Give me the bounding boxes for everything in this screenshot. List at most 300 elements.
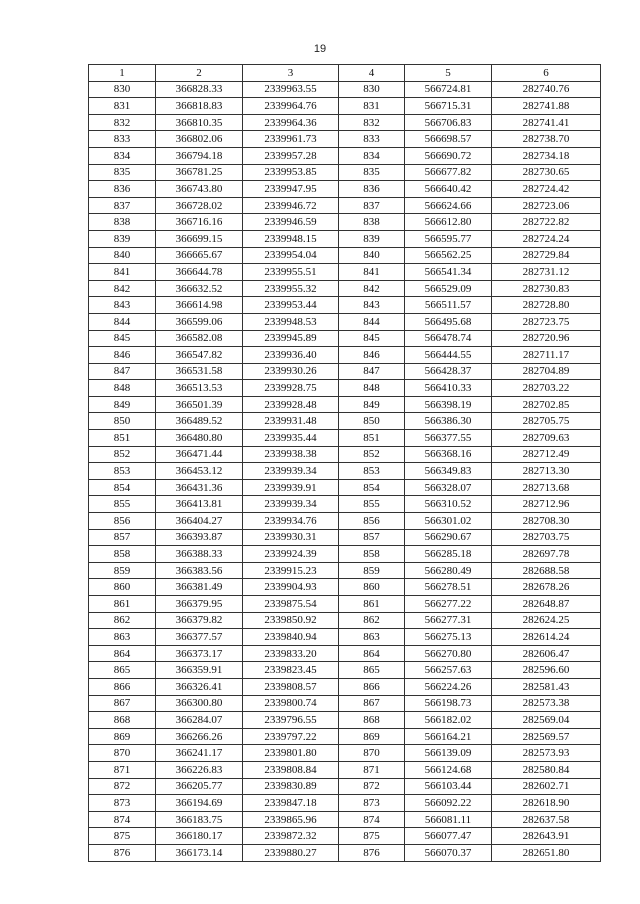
table-cell: 566182.02 <box>405 712 492 729</box>
table-cell: 2339880.27 <box>243 844 339 861</box>
table-cell: 282614.24 <box>492 629 601 646</box>
table-cell: 857 <box>89 529 156 546</box>
table-cell: 2339939.34 <box>243 463 339 480</box>
table-cell: 862 <box>89 612 156 629</box>
table-cell: 2339939.91 <box>243 479 339 496</box>
table-cell: 282729.84 <box>492 247 601 264</box>
table-cell: 2339934.76 <box>243 513 339 530</box>
table-cell: 566690.72 <box>405 147 492 164</box>
table-cell: 2339904.93 <box>243 579 339 596</box>
table-cell: 366794.18 <box>156 147 243 164</box>
table-cell: 282712.49 <box>492 446 601 463</box>
table-cell: 566277.31 <box>405 612 492 629</box>
table-cell: 282703.22 <box>492 380 601 397</box>
table-cell: 566124.68 <box>405 761 492 778</box>
table-row <box>89 81 601 98</box>
table-cell: 2339936.40 <box>243 347 339 364</box>
table-cell: 566278.51 <box>405 579 492 596</box>
table-cell: 2339946.59 <box>243 214 339 231</box>
table-cell: 865 <box>89 662 156 679</box>
table-cell: 2339830.89 <box>243 778 339 795</box>
table-cell: 866 <box>339 678 405 695</box>
table-cell: 849 <box>89 396 156 413</box>
table-cell: 2339797.22 <box>243 728 339 745</box>
table-cell: 366431.36 <box>156 479 243 496</box>
table-row <box>89 247 601 264</box>
table-row <box>89 778 601 795</box>
table-cell: 2339915.23 <box>243 562 339 579</box>
table-row <box>89 562 601 579</box>
table-row <box>89 347 601 364</box>
table-cell: 366582.08 <box>156 330 243 347</box>
table-cell: 848 <box>339 380 405 397</box>
table-cell: 566478.74 <box>405 330 492 347</box>
table-cell: 566349.83 <box>405 463 492 480</box>
table-cell: 282573.93 <box>492 745 601 762</box>
table-row <box>89 230 601 247</box>
table-cell: 366359.91 <box>156 662 243 679</box>
table-cell: 566386.30 <box>405 413 492 430</box>
table-cell: 2339928.75 <box>243 380 339 397</box>
table-cell: 282708.30 <box>492 513 601 530</box>
table-cell: 842 <box>339 280 405 297</box>
table-cell: 282569.04 <box>492 712 601 729</box>
table-cell: 366205.77 <box>156 778 243 795</box>
table-cell: 841 <box>89 264 156 281</box>
table-cell: 366373.17 <box>156 645 243 662</box>
table-row <box>89 98 601 115</box>
table-cell: 282734.18 <box>492 147 601 164</box>
table-cell: 282740.76 <box>492 81 601 98</box>
table-cell: 847 <box>89 363 156 380</box>
table-cell: 282643.91 <box>492 828 601 845</box>
table-row <box>89 629 601 646</box>
table-cell: 849 <box>339 396 405 413</box>
table-cell: 366388.33 <box>156 546 243 563</box>
table-cell: 840 <box>339 247 405 264</box>
table-cell: 875 <box>339 828 405 845</box>
table-cell: 869 <box>339 728 405 745</box>
table-cell: 566280.49 <box>405 562 492 579</box>
table-cell: 282713.68 <box>492 479 601 496</box>
table-cell: 366699.15 <box>156 230 243 247</box>
table-cell: 366489.52 <box>156 413 243 430</box>
table-cell: 566275.13 <box>405 629 492 646</box>
table-cell: 865 <box>339 662 405 679</box>
table-row <box>89 214 601 231</box>
table-cell: 566677.82 <box>405 164 492 181</box>
table-row <box>89 131 601 148</box>
table-cell: 872 <box>89 778 156 795</box>
table-cell: 2339931.48 <box>243 413 339 430</box>
table-cell: 851 <box>89 430 156 447</box>
table-row <box>89 313 601 330</box>
table-row <box>89 695 601 712</box>
table-row <box>89 363 601 380</box>
table-cell: 876 <box>89 844 156 861</box>
table-cell: 855 <box>339 496 405 513</box>
table-row <box>89 546 601 563</box>
table-cell: 844 <box>89 313 156 330</box>
table-row <box>89 529 601 546</box>
table-cell: 2339808.84 <box>243 761 339 778</box>
table-cell: 2339847.18 <box>243 795 339 812</box>
table-cell: 366173.14 <box>156 844 243 861</box>
table-row <box>89 114 601 131</box>
column-header: 2 <box>156 65 243 82</box>
table-cell: 838 <box>89 214 156 231</box>
table-cell: 282596.60 <box>492 662 601 679</box>
table-cell: 873 <box>89 795 156 812</box>
table-cell: 282728.80 <box>492 297 601 314</box>
table-cell: 853 <box>89 463 156 480</box>
table-cell: 282711.17 <box>492 347 601 364</box>
table-cell: 366781.25 <box>156 164 243 181</box>
table-cell: 566377.55 <box>405 430 492 447</box>
table-row <box>89 728 601 745</box>
table-cell: 871 <box>89 761 156 778</box>
table-cell: 863 <box>339 629 405 646</box>
table-cell: 838 <box>339 214 405 231</box>
table-cell: 282722.82 <box>492 214 601 231</box>
table-cell: 282704.89 <box>492 363 601 380</box>
table-cell: 844 <box>339 313 405 330</box>
table-cell: 847 <box>339 363 405 380</box>
table-cell: 282720.96 <box>492 330 601 347</box>
table-cell: 2339963.55 <box>243 81 339 98</box>
table-row <box>89 479 601 496</box>
table-cell: 366728.02 <box>156 197 243 214</box>
table-cell: 830 <box>89 81 156 98</box>
table-cell: 868 <box>89 712 156 729</box>
table-row <box>89 596 601 613</box>
table-cell: 2339948.15 <box>243 230 339 247</box>
table-cell: 871 <box>339 761 405 778</box>
table-cell: 850 <box>339 413 405 430</box>
table-cell: 366802.06 <box>156 131 243 148</box>
table-row <box>89 147 601 164</box>
table-cell: 859 <box>339 562 405 579</box>
table-cell: 860 <box>339 579 405 596</box>
table-row <box>89 513 601 530</box>
table-cell: 872 <box>339 778 405 795</box>
table-cell: 2339946.72 <box>243 197 339 214</box>
table-row <box>89 761 601 778</box>
table-cell: 282697.78 <box>492 546 601 563</box>
table-cell: 2339955.51 <box>243 264 339 281</box>
table-cell: 366665.67 <box>156 247 243 264</box>
table-cell: 2339833.20 <box>243 645 339 662</box>
table-row <box>89 844 601 861</box>
table-cell: 837 <box>339 197 405 214</box>
table-cell: 566715.31 <box>405 98 492 115</box>
table-cell: 832 <box>339 114 405 131</box>
table-cell: 282724.24 <box>492 230 601 247</box>
table-cell: 566224.26 <box>405 678 492 695</box>
table-cell: 282637.58 <box>492 811 601 828</box>
table-cell: 282741.88 <box>492 98 601 115</box>
table-cell: 566495.68 <box>405 313 492 330</box>
table-cell: 874 <box>89 811 156 828</box>
table-cell: 366818.83 <box>156 98 243 115</box>
table-cell: 282606.47 <box>492 645 601 662</box>
table-row <box>89 280 601 297</box>
table-cell: 566410.33 <box>405 380 492 397</box>
table-cell: 2339964.36 <box>243 114 339 131</box>
table-cell: 566595.77 <box>405 230 492 247</box>
table-cell: 366404.27 <box>156 513 243 530</box>
table-cell: 366480.80 <box>156 430 243 447</box>
table-cell: 2339801.80 <box>243 745 339 762</box>
table-row <box>89 712 601 729</box>
table-row <box>89 795 601 812</box>
table-cell: 366716.16 <box>156 214 243 231</box>
table-cell: 566398.19 <box>405 396 492 413</box>
table-cell: 366326.41 <box>156 678 243 695</box>
column-header: 3 <box>243 65 339 82</box>
table-cell: 282569.57 <box>492 728 601 745</box>
table-cell: 282723.06 <box>492 197 601 214</box>
table-row <box>89 197 601 214</box>
table-cell: 366226.83 <box>156 761 243 778</box>
table-body <box>89 81 601 861</box>
table-cell: 2339930.31 <box>243 529 339 546</box>
table-cell: 282651.80 <box>492 844 601 861</box>
table-cell: 876 <box>339 844 405 861</box>
table-cell: 858 <box>89 546 156 563</box>
table-cell: 2339823.45 <box>243 662 339 679</box>
table-cell: 870 <box>339 745 405 762</box>
table-cell: 566290.67 <box>405 529 492 546</box>
table-cell: 366614.98 <box>156 297 243 314</box>
table-cell: 566103.44 <box>405 778 492 795</box>
table-cell: 566070.37 <box>405 844 492 861</box>
table-cell: 2339954.04 <box>243 247 339 264</box>
table-cell: 858 <box>339 546 405 563</box>
table-cell: 366632.52 <box>156 280 243 297</box>
table-cell: 366810.35 <box>156 114 243 131</box>
table-row <box>89 662 601 679</box>
table-row <box>89 264 601 281</box>
table-row <box>89 496 601 513</box>
table-cell: 860 <box>89 579 156 596</box>
table-cell: 566444.55 <box>405 347 492 364</box>
table-cell: 282602.71 <box>492 778 601 795</box>
table-cell: 566698.57 <box>405 131 492 148</box>
table-cell: 566277.22 <box>405 596 492 613</box>
table-cell: 282678.26 <box>492 579 601 596</box>
table-cell: 282731.12 <box>492 264 601 281</box>
table-cell: 845 <box>339 330 405 347</box>
table-cell: 2339924.39 <box>243 546 339 563</box>
table-cell: 845 <box>89 330 156 347</box>
table-cell: 831 <box>89 98 156 115</box>
table-cell: 841 <box>339 264 405 281</box>
table-cell: 282730.83 <box>492 280 601 297</box>
table-cell: 2339800.74 <box>243 695 339 712</box>
table-cell: 867 <box>89 695 156 712</box>
table-cell: 2339947.95 <box>243 181 339 198</box>
table-cell: 366377.57 <box>156 629 243 646</box>
table-cell: 366241.17 <box>156 745 243 762</box>
table-cell: 566301.02 <box>405 513 492 530</box>
table-cell: 831 <box>339 98 405 115</box>
table-row <box>89 181 601 198</box>
table-cell: 566562.25 <box>405 247 492 264</box>
table-cell: 566612.80 <box>405 214 492 231</box>
table-cell: 366393.87 <box>156 529 243 546</box>
table-row <box>89 828 601 845</box>
table-row <box>89 430 601 447</box>
table-cell: 366828.33 <box>156 81 243 98</box>
table-cell: 566270.80 <box>405 645 492 662</box>
table-cell: 2339935.44 <box>243 430 339 447</box>
table-cell: 866 <box>89 678 156 695</box>
table-cell: 566310.52 <box>405 496 492 513</box>
column-header: 4 <box>339 65 405 82</box>
table-cell: 282713.30 <box>492 463 601 480</box>
table-cell: 366599.06 <box>156 313 243 330</box>
table-cell: 566511.57 <box>405 297 492 314</box>
table-cell: 566092.22 <box>405 795 492 812</box>
table-cell: 842 <box>89 280 156 297</box>
table-cell: 851 <box>339 430 405 447</box>
table-cell: 836 <box>339 181 405 198</box>
column-header: 6 <box>492 65 601 82</box>
table-cell: 366379.95 <box>156 596 243 613</box>
table-cell: 282581.43 <box>492 678 601 695</box>
table-cell: 2339961.73 <box>243 131 339 148</box>
table-cell: 566541.34 <box>405 264 492 281</box>
table-cell: 843 <box>89 297 156 314</box>
table-cell: 366413.81 <box>156 496 243 513</box>
table-row <box>89 645 601 662</box>
table-cell: 282709.63 <box>492 430 601 447</box>
table-cell: 566724.81 <box>405 81 492 98</box>
table-cell: 566368.16 <box>405 446 492 463</box>
table-cell: 366531.58 <box>156 363 243 380</box>
table-cell: 874 <box>339 811 405 828</box>
table-cell: 566706.83 <box>405 114 492 131</box>
table-cell: 2339850.92 <box>243 612 339 629</box>
table-row <box>89 396 601 413</box>
table-cell: 2339948.53 <box>243 313 339 330</box>
table-cell: 834 <box>339 147 405 164</box>
table-cell: 830 <box>339 81 405 98</box>
table-cell: 282624.25 <box>492 612 601 629</box>
table-cell: 2339938.38 <box>243 446 339 463</box>
table-cell: 864 <box>89 645 156 662</box>
table-cell: 855 <box>89 496 156 513</box>
table-cell: 854 <box>89 479 156 496</box>
table-row <box>89 463 601 480</box>
table-cell: 282618.90 <box>492 795 601 812</box>
table-cell: 2339796.55 <box>243 712 339 729</box>
table-cell: 282724.42 <box>492 181 601 198</box>
table-cell: 282702.85 <box>492 396 601 413</box>
table-cell: 566081.11 <box>405 811 492 828</box>
table-row <box>89 380 601 397</box>
table-cell: 846 <box>89 347 156 364</box>
table-cell: 566139.09 <box>405 745 492 762</box>
table-cell: 282648.87 <box>492 596 601 613</box>
table-cell: 861 <box>89 596 156 613</box>
table-cell: 282723.75 <box>492 313 601 330</box>
table-cell: 832 <box>89 114 156 131</box>
table-row <box>89 678 601 695</box>
table-cell: 850 <box>89 413 156 430</box>
table-cell: 366453.12 <box>156 463 243 480</box>
table-cell: 861 <box>339 596 405 613</box>
coordinates-table <box>88 64 601 862</box>
table-row <box>89 164 601 181</box>
table-cell: 833 <box>339 131 405 148</box>
table-cell: 852 <box>339 446 405 463</box>
table-cell: 2339840.94 <box>243 629 339 646</box>
table-cell: 282573.38 <box>492 695 601 712</box>
table-cell: 366180.17 <box>156 828 243 845</box>
table-cell: 282688.58 <box>492 562 601 579</box>
table-row <box>89 811 601 828</box>
table-cell: 2339955.32 <box>243 280 339 297</box>
table-cell: 2339875.54 <box>243 596 339 613</box>
table-cell: 835 <box>339 164 405 181</box>
table-cell: 366183.75 <box>156 811 243 828</box>
table-cell: 869 <box>89 728 156 745</box>
table-cell: 366381.49 <box>156 579 243 596</box>
table-cell: 833 <box>89 131 156 148</box>
table-cell: 366383.56 <box>156 562 243 579</box>
table-cell: 859 <box>89 562 156 579</box>
table-cell: 566285.18 <box>405 546 492 563</box>
table-cell: 566077.47 <box>405 828 492 845</box>
table-cell: 366266.26 <box>156 728 243 745</box>
table-cell: 835 <box>89 164 156 181</box>
table-cell: 282712.96 <box>492 496 601 513</box>
table-cell: 868 <box>339 712 405 729</box>
table-cell: 366471.44 <box>156 446 243 463</box>
table-cell: 366284.07 <box>156 712 243 729</box>
table-cell: 875 <box>89 828 156 845</box>
table-cell: 282705.75 <box>492 413 601 430</box>
table-cell: 862 <box>339 612 405 629</box>
table-cell: 864 <box>339 645 405 662</box>
table-cell: 2339872.32 <box>243 828 339 845</box>
table-cell: 566198.73 <box>405 695 492 712</box>
table-cell: 843 <box>339 297 405 314</box>
table-cell: 282580.84 <box>492 761 601 778</box>
table-row <box>89 612 601 629</box>
table-cell: 2339964.76 <box>243 98 339 115</box>
table-cell: 566164.21 <box>405 728 492 745</box>
table-cell: 282730.65 <box>492 164 601 181</box>
table-cell: 839 <box>339 230 405 247</box>
table-cell: 366743.80 <box>156 181 243 198</box>
table-cell: 839 <box>89 230 156 247</box>
table-cell: 834 <box>89 147 156 164</box>
table-cell: 848 <box>89 380 156 397</box>
table-cell: 366644.78 <box>156 264 243 281</box>
table-cell: 867 <box>339 695 405 712</box>
table-cell: 566529.09 <box>405 280 492 297</box>
table-cell: 856 <box>339 513 405 530</box>
table-row <box>89 330 601 347</box>
table-cell: 856 <box>89 513 156 530</box>
table-cell: 566624.66 <box>405 197 492 214</box>
table-cell: 853 <box>339 463 405 480</box>
table-cell: 857 <box>339 529 405 546</box>
table-cell: 2339957.28 <box>243 147 339 164</box>
